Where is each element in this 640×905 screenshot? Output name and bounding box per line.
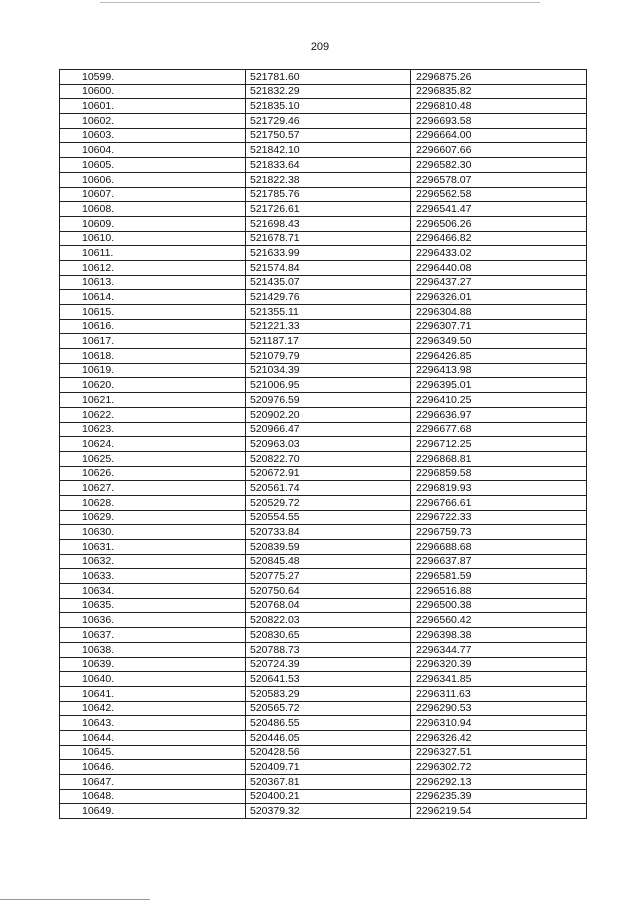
table-row	[60, 231, 587, 246]
easting-cell: 520486.55	[246, 716, 411, 731]
easting-cell: 521187.17	[246, 334, 411, 349]
northing-cell: 2296637.87	[411, 554, 587, 569]
top-rule	[100, 2, 540, 3]
easting-cell: 520409.71	[246, 760, 411, 775]
table-row	[60, 598, 587, 613]
northing-cell: 2296311.63	[411, 686, 587, 701]
point-id-cell: 10633.	[60, 569, 246, 584]
point-id-cell: 10616.	[60, 319, 246, 334]
table-row	[60, 70, 587, 85]
easting-cell: 521835.10	[246, 99, 411, 114]
table-row	[60, 760, 587, 775]
point-id-cell: 10647.	[60, 775, 246, 790]
table-row	[60, 569, 587, 584]
point-id-cell: 10605.	[60, 158, 246, 173]
northing-cell: 2296766.61	[411, 495, 587, 510]
point-id-cell: 10627.	[60, 481, 246, 496]
point-id-cell: 10641.	[60, 686, 246, 701]
table-row	[60, 730, 587, 745]
point-id-cell: 10617.	[60, 334, 246, 349]
easting-cell: 521355.11	[246, 305, 411, 320]
northing-cell: 2296693.58	[411, 114, 587, 129]
easting-cell: 520775.27	[246, 569, 411, 584]
northing-cell: 2296578.07	[411, 172, 587, 187]
point-id-cell: 10619.	[60, 363, 246, 378]
table-row	[60, 466, 587, 481]
table-row	[60, 628, 587, 643]
table-row	[60, 187, 587, 202]
point-id-cell: 10642.	[60, 701, 246, 716]
point-id-cell: 10645.	[60, 745, 246, 760]
table-row	[60, 701, 587, 716]
table-row	[60, 407, 587, 422]
northing-cell: 2296327.51	[411, 745, 587, 760]
easting-cell: 521006.95	[246, 378, 411, 393]
table-row	[60, 128, 587, 143]
point-id-cell: 10615.	[60, 305, 246, 320]
easting-cell: 520902.20	[246, 407, 411, 422]
point-id-cell: 10613.	[60, 275, 246, 290]
point-id-cell: 10648.	[60, 789, 246, 804]
point-id-cell: 10599.	[60, 70, 246, 85]
point-id-cell: 10602.	[60, 114, 246, 129]
easting-cell: 521574.84	[246, 260, 411, 275]
table-row	[60, 525, 587, 540]
table-row	[60, 84, 587, 99]
point-id-cell: 10644.	[60, 730, 246, 745]
northing-cell: 2296466.82	[411, 231, 587, 246]
northing-cell: 2296810.48	[411, 99, 587, 114]
easting-cell: 521842.10	[246, 143, 411, 158]
point-id-cell: 10600.	[60, 84, 246, 99]
northing-cell: 2296344.77	[411, 642, 587, 657]
easting-cell: 520768.04	[246, 598, 411, 613]
northing-cell: 2296541.47	[411, 202, 587, 217]
easting-cell: 521678.71	[246, 231, 411, 246]
northing-cell: 2296310.94	[411, 716, 587, 731]
coordinate-table	[59, 69, 587, 819]
point-id-cell: 10614.	[60, 290, 246, 305]
point-id-cell: 10649.	[60, 804, 246, 819]
northing-cell: 2296320.39	[411, 657, 587, 672]
northing-cell: 2296326.01	[411, 290, 587, 305]
table-row	[60, 540, 587, 555]
bottom-rule	[0, 899, 150, 900]
table-row	[60, 642, 587, 657]
easting-cell: 520641.53	[246, 672, 411, 687]
point-id-cell: 10621.	[60, 393, 246, 408]
easting-cell: 521750.57	[246, 128, 411, 143]
table-row	[60, 143, 587, 158]
northing-cell: 2296219.54	[411, 804, 587, 819]
northing-cell: 2296433.02	[411, 246, 587, 261]
northing-cell: 2296664.00	[411, 128, 587, 143]
northing-cell: 2296398.38	[411, 628, 587, 643]
northing-cell: 2296440.08	[411, 260, 587, 275]
easting-cell: 520733.84	[246, 525, 411, 540]
easting-cell: 521079.79	[246, 349, 411, 364]
table-row	[60, 804, 587, 819]
easting-cell: 521781.60	[246, 70, 411, 85]
point-id-cell: 10646.	[60, 760, 246, 775]
northing-cell: 2296395.01	[411, 378, 587, 393]
table-row	[60, 495, 587, 510]
easting-cell: 520367.81	[246, 775, 411, 790]
northing-cell: 2296290.53	[411, 701, 587, 716]
easting-cell: 520750.64	[246, 584, 411, 599]
table-row	[60, 349, 587, 364]
northing-cell: 2296413.98	[411, 363, 587, 378]
page-number: 209	[310, 41, 330, 53]
easting-cell: 521034.39	[246, 363, 411, 378]
easting-cell: 520379.32	[246, 804, 411, 819]
northing-cell: 2296341.85	[411, 672, 587, 687]
table-row	[60, 437, 587, 452]
easting-cell: 520529.72	[246, 495, 411, 510]
point-id-cell: 10625.	[60, 451, 246, 466]
northing-cell: 2296722.33	[411, 510, 587, 525]
table-row	[60, 613, 587, 628]
table-row	[60, 657, 587, 672]
table-row	[60, 510, 587, 525]
northing-cell: 2296607.66	[411, 143, 587, 158]
table-row	[60, 290, 587, 305]
easting-cell: 520976.59	[246, 393, 411, 408]
northing-cell: 2296582.30	[411, 158, 587, 173]
easting-cell: 520446.05	[246, 730, 411, 745]
point-id-cell: 10634.	[60, 584, 246, 599]
easting-cell: 521698.43	[246, 216, 411, 231]
table-row	[60, 422, 587, 437]
table-row	[60, 378, 587, 393]
easting-cell: 520839.59	[246, 540, 411, 555]
table-row	[60, 363, 587, 378]
northing-cell: 2296688.68	[411, 540, 587, 555]
point-id-cell: 10626.	[60, 466, 246, 481]
northing-cell: 2296304.88	[411, 305, 587, 320]
point-id-cell: 10640.	[60, 672, 246, 687]
northing-cell: 2296410.25	[411, 393, 587, 408]
table-row	[60, 584, 587, 599]
point-id-cell: 10639.	[60, 657, 246, 672]
easting-cell: 521832.29	[246, 84, 411, 99]
northing-cell: 2296712.25	[411, 437, 587, 452]
easting-cell: 520561.74	[246, 481, 411, 496]
point-id-cell: 10628.	[60, 495, 246, 510]
northing-cell: 2296868.81	[411, 451, 587, 466]
table-row	[60, 246, 587, 261]
table-row	[60, 172, 587, 187]
point-id-cell: 10624.	[60, 437, 246, 452]
easting-cell: 520788.73	[246, 642, 411, 657]
northing-cell: 2296636.97	[411, 407, 587, 422]
northing-cell: 2296835.82	[411, 84, 587, 99]
point-id-cell: 10630.	[60, 525, 246, 540]
northing-cell: 2296326.42	[411, 730, 587, 745]
point-id-cell: 10606.	[60, 172, 246, 187]
easting-cell: 521729.46	[246, 114, 411, 129]
northing-cell: 2296506.26	[411, 216, 587, 231]
easting-cell: 520724.39	[246, 657, 411, 672]
northing-cell: 2296560.42	[411, 613, 587, 628]
table-row	[60, 686, 587, 701]
easting-cell: 521822.38	[246, 172, 411, 187]
point-id-cell: 10610.	[60, 231, 246, 246]
table-row	[60, 114, 587, 129]
easting-cell: 521435.07	[246, 275, 411, 290]
point-id-cell: 10604.	[60, 143, 246, 158]
point-id-cell: 10607.	[60, 187, 246, 202]
table-row	[60, 481, 587, 496]
northing-cell: 2296437.27	[411, 275, 587, 290]
table-row	[60, 789, 587, 804]
easting-cell: 520822.03	[246, 613, 411, 628]
point-id-cell: 10609.	[60, 216, 246, 231]
easting-cell: 520822.70	[246, 451, 411, 466]
point-id-cell: 10643.	[60, 716, 246, 731]
northing-cell: 2296677.68	[411, 422, 587, 437]
point-id-cell: 10638.	[60, 642, 246, 657]
table-row	[60, 745, 587, 760]
easting-cell: 521221.33	[246, 319, 411, 334]
table-row	[60, 275, 587, 290]
northing-cell: 2296500.38	[411, 598, 587, 613]
table-row	[60, 319, 587, 334]
point-id-cell: 10631.	[60, 540, 246, 555]
point-id-cell: 10608.	[60, 202, 246, 217]
northing-cell: 2296859.58	[411, 466, 587, 481]
table-row	[60, 334, 587, 349]
point-id-cell: 10603.	[60, 128, 246, 143]
northing-cell: 2296426.85	[411, 349, 587, 364]
point-id-cell: 10612.	[60, 260, 246, 275]
northing-cell: 2296302.72	[411, 760, 587, 775]
easting-cell: 520554.55	[246, 510, 411, 525]
easting-cell: 521785.76	[246, 187, 411, 202]
northing-cell: 2296516.88	[411, 584, 587, 599]
table-row	[60, 393, 587, 408]
easting-cell: 520565.72	[246, 701, 411, 716]
point-id-cell: 10637.	[60, 628, 246, 643]
easting-cell: 520672.91	[246, 466, 411, 481]
table-row	[60, 158, 587, 173]
easting-cell: 520583.29	[246, 686, 411, 701]
table-row	[60, 260, 587, 275]
easting-cell: 521726.61	[246, 202, 411, 217]
point-id-cell: 10632.	[60, 554, 246, 569]
table-row	[60, 305, 587, 320]
northing-cell: 2296875.26	[411, 70, 587, 85]
point-id-cell: 10620.	[60, 378, 246, 393]
easting-cell: 520428.56	[246, 745, 411, 760]
easting-cell: 520400.21	[246, 789, 411, 804]
point-id-cell: 10618.	[60, 349, 246, 364]
table-body	[60, 70, 587, 819]
table-row	[60, 672, 587, 687]
northing-cell: 2296581.59	[411, 569, 587, 584]
table-row	[60, 775, 587, 790]
northing-cell: 2296307.71	[411, 319, 587, 334]
northing-cell: 2296759.73	[411, 525, 587, 540]
table-row	[60, 202, 587, 217]
northing-cell: 2296562.58	[411, 187, 587, 202]
point-id-cell: 10629.	[60, 510, 246, 525]
point-id-cell: 10636.	[60, 613, 246, 628]
easting-cell: 521633.99	[246, 246, 411, 261]
easting-cell: 520966.47	[246, 422, 411, 437]
northing-cell: 2296292.13	[411, 775, 587, 790]
table-row	[60, 554, 587, 569]
easting-cell: 521833.64	[246, 158, 411, 173]
point-id-cell: 10622.	[60, 407, 246, 422]
table-row	[60, 716, 587, 731]
point-id-cell: 10635.	[60, 598, 246, 613]
table-row	[60, 99, 587, 114]
easting-cell: 521429.76	[246, 290, 411, 305]
point-id-cell: 10601.	[60, 99, 246, 114]
easting-cell: 520963.03	[246, 437, 411, 452]
point-id-cell: 10623.	[60, 422, 246, 437]
northing-cell: 2296819.93	[411, 481, 587, 496]
table-row	[60, 451, 587, 466]
northing-cell: 2296349.50	[411, 334, 587, 349]
northing-cell: 2296235.39	[411, 789, 587, 804]
table-row	[60, 216, 587, 231]
easting-cell: 520830.65	[246, 628, 411, 643]
point-id-cell: 10611.	[60, 246, 246, 261]
easting-cell: 520845.48	[246, 554, 411, 569]
